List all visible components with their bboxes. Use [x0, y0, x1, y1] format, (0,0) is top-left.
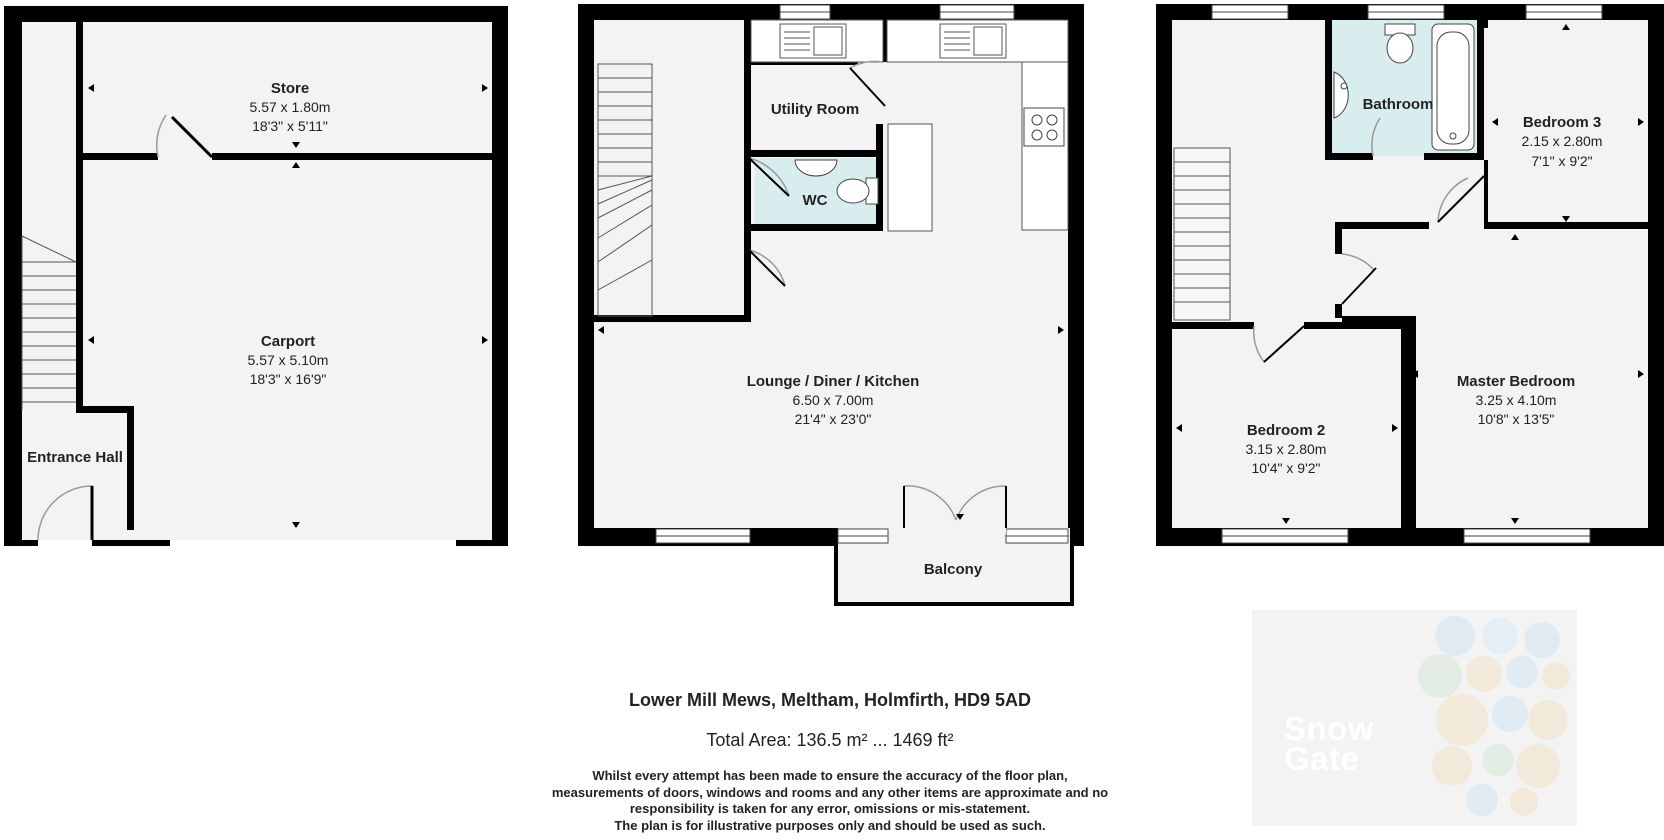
toilet-icon — [837, 178, 878, 204]
wall — [1342, 316, 1412, 322]
carport-opening — [170, 540, 456, 548]
wall — [1325, 153, 1373, 160]
bedroom2-imperial: 10'4" x 9'2" — [1251, 460, 1321, 476]
wall — [744, 20, 751, 322]
property-address: Lower Mill Mews, Meltham, Holmfirth, HD9 5AD — [628, 690, 1032, 710]
balcony-name: Balcony — [923, 561, 983, 578]
master-bedroom-name: Master Bedroom — [1456, 373, 1576, 390]
store-imperial: 18'3" x 5'11" — [252, 118, 328, 134]
utility-room-name: Utility Room — [770, 101, 860, 118]
wall — [1335, 222, 1342, 254]
sink-icon — [940, 24, 1006, 58]
wall — [127, 406, 134, 530]
wall — [883, 20, 887, 62]
disclaimer-line: measurements of doors, windows and rooms and any other items are approximate and no — [551, 784, 1109, 800]
logo-line-1: Snow — [1284, 710, 1374, 747]
bedroom2-metric: 3.15 x 2.80m — [1245, 441, 1327, 457]
bedroom3-name: Bedroom 3 — [1522, 114, 1602, 131]
lounge-metric: 6.50 x 7.00m — [792, 392, 874, 408]
disclaimer-line: responsibility is taken for any error, omissions or mis-statement. — [629, 801, 1031, 816]
master-bedroom-imperial: 10'8" x 13'5" — [1477, 411, 1555, 427]
kitchen-island — [888, 124, 932, 231]
ground-floor — [4, 6, 508, 548]
wall — [76, 22, 83, 406]
wall — [1408, 316, 1416, 528]
disclaimer — [490, 768, 1170, 834]
store-name: Store — [270, 80, 310, 97]
bathtub-icon — [1432, 24, 1474, 150]
master-bedroom-metric: 3.25 x 4.10m — [1475, 392, 1557, 408]
bathroom-name: Bathroom — [1362, 96, 1434, 113]
lounge-imperial: 21'4" x 23'0" — [794, 411, 872, 427]
agent-logo — [1252, 610, 1577, 826]
wall — [751, 224, 883, 231]
wall — [1335, 304, 1342, 318]
logo-line-2: Gate — [1284, 740, 1360, 777]
wall — [751, 150, 883, 157]
stairs — [1174, 148, 1230, 320]
disclaimer-line: The plan is for illustrative purposes only and should be used as such. — [614, 817, 1046, 833]
wall — [212, 153, 492, 160]
bedroom2-name: Bedroom 2 — [1246, 422, 1326, 439]
carport-imperial: 18'3" x 16'9" — [249, 371, 327, 387]
bedroom3-metric: 2.15 x 2.80m — [1521, 133, 1603, 149]
carport-metric: 5.57 x 5.10m — [247, 352, 329, 368]
wall — [1172, 322, 1254, 329]
carport-name: Carport — [260, 333, 316, 350]
wc-name: WC — [802, 192, 828, 209]
sink-icon — [780, 24, 846, 58]
store-metric: 5.57 x 1.80m — [249, 99, 331, 115]
wall — [1335, 222, 1429, 229]
wall — [1304, 322, 1408, 329]
wall — [76, 406, 134, 413]
wall — [1484, 222, 1648, 229]
hob-icon — [1024, 108, 1064, 146]
first-floor — [578, 4, 1084, 606]
wall — [83, 153, 158, 160]
entrance-door-opening — [38, 540, 92, 548]
entrance-hall-name: Entrance Hall — [27, 449, 123, 466]
wall — [1325, 20, 1332, 160]
wall — [1401, 322, 1408, 528]
second-floor — [1156, 4, 1664, 546]
disclaimer-line: Whilst every attempt has been made to ensure the accuracy of the floor plan, — [592, 768, 1068, 783]
wall — [1484, 160, 1488, 226]
lounge-name: Lounge / Diner / Kitchen — [746, 373, 920, 390]
bedroom3-imperial: 7'1" x 9'2" — [1531, 153, 1593, 169]
wall — [1424, 153, 1484, 160]
wall — [1477, 20, 1484, 160]
toilet-icon — [1385, 24, 1415, 63]
total-area: Total Area: 136.5 m² ... 1469 ft² — [706, 730, 954, 750]
